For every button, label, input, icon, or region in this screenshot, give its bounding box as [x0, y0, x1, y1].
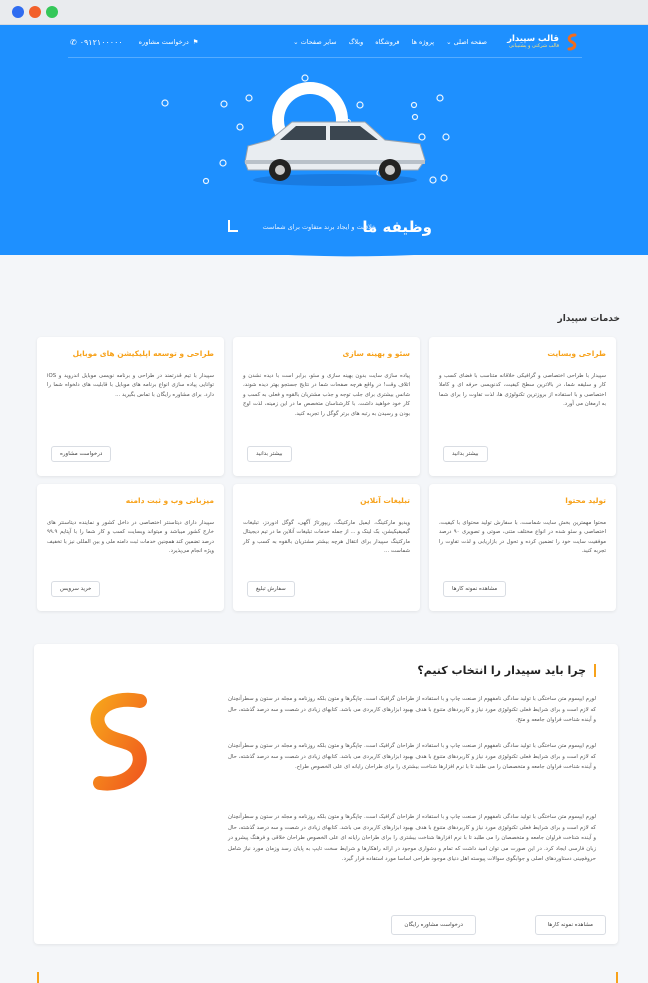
service-card-content [429, 484, 616, 611]
brand-logo-icon [78, 691, 164, 796]
service-card-text: محتوا مهمترین بخش سایت شماست، با سفارش تولید محتوای با کیفیت، اختصاصی و سئو شده در انواع مختلف متنی، صوتی و تصویری ۹۰ درصد موفقیت سایت خود را تضمین کرده و تحول در بازاریابی و لذت تفاوت را تجربه کنید. [439, 520, 606, 555]
service-card-web-design [429, 337, 616, 476]
order-ads-button[interactable]: سفارش تبلیغ [247, 581, 295, 597]
learn-more-button[interactable]: بیشتر بدانید [443, 446, 488, 462]
window-dot-green[interactable] [46, 6, 58, 18]
services-title: خدمات سپیدار [557, 314, 620, 324]
service-card-hosting [37, 484, 224, 611]
why-section [34, 644, 618, 944]
why-paragraph: لورم ایپسوم متن ساختگی با تولید سادگی نامفهوم از صنعت چاپ و با استفاده از طراحان گرافیک است. چاپگرها و متون بلکه روزنامه و مجله در ستون و سطرآنچنان که لازم است و برای شرایط فعلی تکنولوژی مورد نیاز و کاربردهای متنوع با هدف بهبود ابزارهای کاربردی می باشد. کتابهای زیادی در شصت و سه درصد گذشته، حال و آینده شناخت فراوان جامعه و متخصصان را می طلبد تا با نرم افزارها شناخت بیشتری را برای طراحان رایانه ای علی الخصوص طراحان خلاقی و فرهنگ پیشرو در زبان فارسی ایجاد کرد. در این صورت می توان امید داشت که تمام و دشواری موجود در ارائه راهکارها و شرایط سخت تایپ به پایان رسد وزمان مورد نیاز شامل حروفچینی دستاوردهای اصلی و جوابگوی سوالات پیوسته اهل دنیای موجود طراحی اساسا مورد استفاده قرار گیرد. [228, 814, 596, 863]
learn-more-button[interactable]: بیشتر بدانید [247, 446, 292, 462]
service-card-text: سپیدار با تیم قدرتمند در طراحی و برنامه نویسی موبایل اندروید و iOS توانایی پیاده سازی انواع برنامه های موبایل با قابلیت های دلخواه شما را دارد. برای مشاوره رایگان با تماس بگیرید ... [47, 373, 214, 398]
nav-item-projects[interactable]: پروژه ها [411, 38, 435, 46]
service-card-title: طراحی و توسعه اپلیکیشن های موبایل [72, 349, 214, 358]
request-consult-button[interactable]: درخواست مشاوره [51, 446, 111, 462]
service-card-title: تبلیغات آنلاین [360, 496, 410, 505]
chevron-down-icon: ⌄ [446, 38, 452, 46]
consult-label: درخواست مشاوره [138, 38, 189, 46]
bottom-accent-right [616, 972, 618, 983]
main-nav [70, 30, 582, 54]
hero-subtitle: خلاقیت و ایجاد برند متفاوت برای شماست [262, 223, 376, 231]
consult-link[interactable] [139, 38, 199, 46]
nav-divider [68, 57, 582, 58]
why-paragraph: لورم ایپسوم متن ساختگی با تولید سادگی نامفهوم از صنعت چاپ و با استفاده از طراحان گرافیک است. چاپگرها و متون بلکه روزنامه و مجله در ستون و سطرآنچنان که لازم است و برای شرایط فعلی تکنولوژی مورد نیاز و کاربردهای متنوع با هدف بهبود ابزارهای کاربردی می باشد. کتابهای زیادی در شصت و سه درصد گذشته، حال و آینده شناخت فراوان جامعه و متخ. [228, 696, 596, 724]
service-card-text: سپیدار دارای دیتاسنتر اختصاصی در داخل کشور و نماینده دیتاسنتر های خارج کشور میباشد و میتواند وبسایت کسب و کار شما را با آپتایم ۹۹.۹ درصد تضمین کند همچنین خدمات ثبت دامنه ملی و بین المللی نیز با تخفیف ویژه انجام می‌پذیرد. [47, 520, 214, 555]
phone-link[interactable] [70, 38, 123, 47]
service-card-mobile-apps [37, 337, 224, 476]
service-card-title: سئو و بهینه سازی [342, 349, 410, 358]
logo-icon [562, 32, 582, 52]
service-card-text: ویدیو مارکتینگ، ایمیل مارکتینگ، ریپورتاژ آگهی، گوگل ادوردز، تبلیغات گیمیفیکیشن، بک لینک و ... از جمله خدمات تبلیغات آنلاین ما در تیم دیجیتال مارکتینگ سپیدار برای انتقال هرچه بیشتر مشتریان بالقوه به کسب و کار شماست ... [243, 520, 410, 555]
hero-car-illustration [200, 70, 450, 200]
service-card-title: میزبانی وب و ثبت دامنه [125, 496, 214, 505]
buy-service-button[interactable]: خرید سرویس [51, 581, 100, 597]
free-consult-button[interactable]: درخواست مشاوره رایگان [391, 915, 476, 935]
flag-icon: ⚑ [192, 38, 199, 46]
logo-title: قالب سپیدار [507, 33, 559, 44]
hero-accent-mark [228, 220, 238, 232]
service-card-online-ads [233, 484, 420, 611]
hero-title: وظیفه ما [362, 218, 432, 236]
service-card-text: پیاده سازی سایت بدون بهینه سازی و سئو، برابر است با دیده نشدن و اتلاف وقت! در واقع هرچه صفحات شما در نتایج جستجو بهتر دیده شوند، شانس بیشتری برای جلب توجه و جذب مشتریان بالقوه و فعلی به کسب و کار خود خواهید داشت. با کارشناسان متخصص ما در این زمینه، لذت اوج بودن و رسیدن به رتبه های برتر گوگل را تجربه کنید. [243, 373, 410, 417]
phone-icon: ✆ [70, 37, 77, 47]
service-card-seo [233, 337, 420, 476]
nav-item-other-pages[interactable]: سایر صفحات ⌄ [293, 38, 337, 46]
view-portfolio-button[interactable]: مشاهده نمونه کارها [535, 915, 606, 935]
window-dot-blue[interactable] [12, 6, 24, 18]
service-card-title: تولید محتوا [565, 496, 606, 505]
service-card-text: سپیدار با طراحی اختصاصی و گرافیکی خلاقانه متناسب با فضای کسب و کار و سلیقه شما، در بالاترین سطح کیفیت، کدنویسی حرفه ای و کاملا اختصاصی و با استفاده از بروزترین تکنولوژی ها، لذت تفاوت را برای شما به ارمغان می آورد. [439, 373, 606, 408]
nav-item-home[interactable]: صفحه اصلی ⌄ [446, 38, 488, 46]
phone-number: ۰۹۱۲۱۰۰۰۰۰ [79, 37, 123, 47]
site-logo[interactable] [507, 32, 582, 52]
why-paragraph: لورم ایپسوم متن ساختگی با تولید سادگی نامفهوم از صنعت چاپ و با استفاده از طراحان گرافیک است. چاپگرها و متون بلکه روزنامه و مجله در ستون و سطرآنچنان که لازم است و برای شرایط فعلی تکنولوژی مورد نیاز و کاربردهای متنوع با هدف بهبود ابزارهای کاربردی می باشد. کتابهای زیادی در شصت و سه درصد گذشته، حال و آینده شناخت فراوان جامعه و متخصصان را می طلبد تا با نرم افزارها شناخت بیشتری را برای طراحان رایانه ای علی الخصوص طراح. [228, 743, 596, 771]
chevron-down-icon: ⌄ [293, 38, 299, 46]
service-card-title: طراحی وبسایت [547, 349, 606, 358]
logo-subtitle: قالب شرکتی و پشتیبانی [509, 42, 559, 49]
nav-item-blog[interactable]: وبلاگ [348, 38, 364, 46]
window-dot-orange[interactable] [29, 6, 41, 18]
nav-item-shop[interactable]: فروشگاه [375, 38, 400, 46]
view-portfolio-button[interactable]: مشاهده نمونه کارها [443, 581, 506, 597]
nav-menu [293, 38, 487, 46]
bottom-accent-left [37, 972, 39, 983]
why-title: چرا باید سپیدار را انتخاب کنیم؟ [417, 664, 596, 677]
window-titlebar [0, 0, 648, 25]
